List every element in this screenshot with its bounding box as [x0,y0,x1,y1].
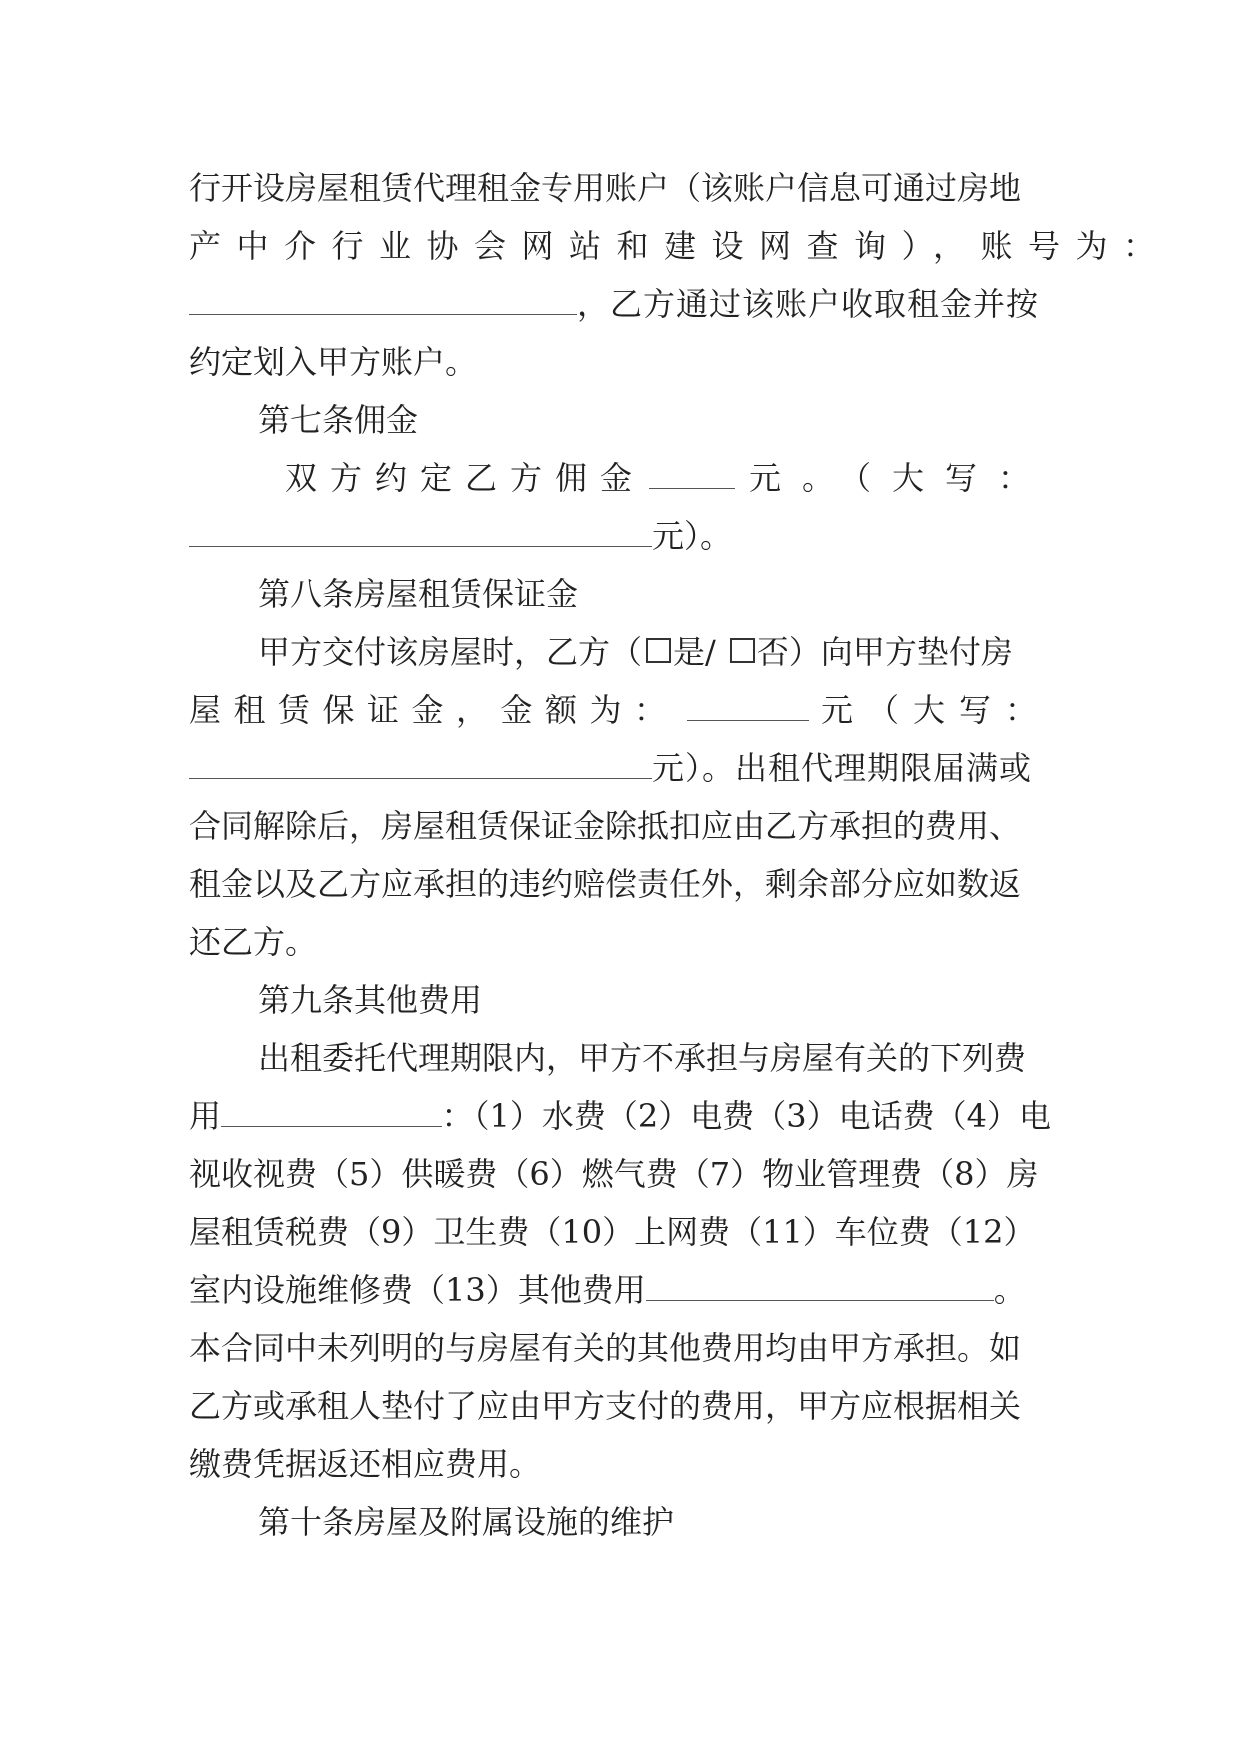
text-line [189,748,1051,788]
deposit-amount-blank[interactable] [687,690,809,721]
text-line: 缴费凭据返还相应费用。 [189,1445,542,1483]
text-line: 合同解除后，房屋租赁保证金除抵扣应由乙方承担的费用、 [189,807,1022,845]
text-line: 租金以及乙方应承担的违约赔偿责任外，剩余部分应如数返 [189,865,1022,903]
text-fragment: 元）。 [652,517,733,555]
text-line: 本合同中未列明的与房屋有关的其他费用均由甲方承担。如 [189,1329,1022,1367]
text-line: 还乙方。 [189,923,318,961]
other-fees-blank[interactable] [646,1270,994,1301]
text-line [189,516,1051,556]
text-fragment: 用 [189,1097,222,1135]
text-line [189,284,1051,324]
text-line [189,1096,1051,1136]
account-blank[interactable] [189,284,577,315]
text-fragment: ：（1）水费（2）电费（3）电话费（4）电 [441,1097,1051,1135]
text-fragment: 甲方交付该房屋时，乙方（ [258,633,643,671]
text-line: 约定划入甲方账户。 [189,343,478,381]
text-fragment: 元。（大写： [748,459,1051,497]
text-line: 行开设房屋租赁代理租金专用账户（该账户信息可通过房地 [189,169,1022,207]
text-line [189,690,1051,730]
text-line [189,1270,1051,1310]
text-line: 出租委托代理期限内，甲方不承担与房屋有关的下列费 [258,1039,1027,1077]
text-line: 产中介行业协会网站和建设网查询），账号为： [189,227,1171,265]
section-heading: 第十条房屋及附属设施的维护 [258,1503,675,1541]
text-fragment: 。 [993,1271,1026,1309]
text-fragment: ，乙方通过该账户收取租金并按 [577,285,1040,323]
commission-amount-blank[interactable] [649,458,735,489]
text-fragment: 元）。出租代理期限届满或 [652,749,1033,787]
text-fragment: 否）向甲方垫付房 [756,633,1013,671]
text-line: 视收视费（5）供暖费（6）燃气费（7）物业管理费（8）房 [189,1155,1039,1193]
checkbox-no[interactable] [730,638,755,663]
text-line [258,632,1051,672]
text-fragment: 屋租赁保证金，金额为： [189,691,679,729]
section-heading: 第八条房屋租赁保证金 [258,575,579,613]
text-line [285,458,1051,498]
text-fragment: 室内设施维修费（13）其他费用 [189,1271,646,1309]
section-heading: 第七条佣金 [258,401,419,439]
checkbox-yes[interactable] [646,638,671,663]
commission-capital-blank[interactable] [189,516,652,547]
fees-blank[interactable] [221,1096,442,1127]
text-line: 屋租赁税费（9）卫生费（10）上网费（11）车位费（12） [189,1213,1036,1251]
text-fragment: 元（大写： [820,691,1051,729]
deposit-capital-blank[interactable] [189,748,652,779]
section-heading: 第九条其他费用 [258,981,483,1019]
text-line: 乙方或承租人垫付了应由甲方支付的费用，甲方应根据相关 [189,1387,1022,1425]
text-fragment: 是/ [673,633,716,671]
text-fragment: 双方约定乙方佣金 [285,459,646,497]
